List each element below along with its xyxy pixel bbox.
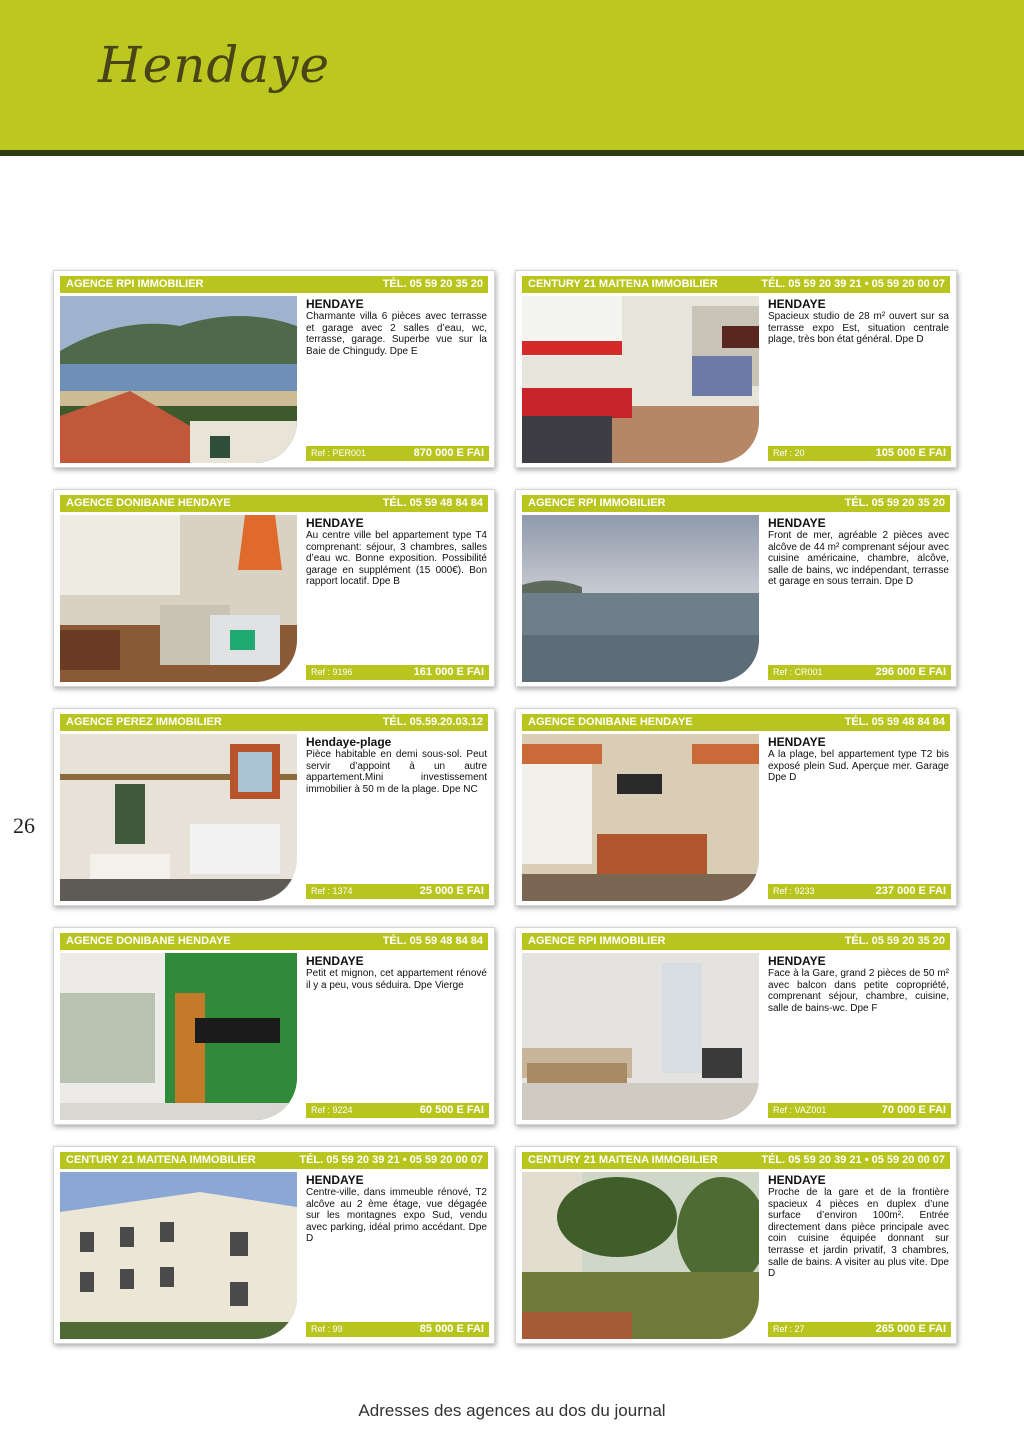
listing-description: Face à la Gare, grand 2 pièces de 50 m² avec balcon dans petite copropriété, comprenant séjour, chambre, cuisine, salle de bains-wc. Dpe F [768,968,949,1014]
listing-card[interactable] [53,927,495,1125]
listing-city: HENDAYE [306,1173,364,1187]
footer-note: Adresses des agences au dos du journal [358,1401,666,1420]
listing-card[interactable] [515,489,957,687]
listing-price: 296 000 E FAI [875,666,946,678]
listing-ref: Ref : 1374 [311,886,353,896]
listing-city: HENDAYE [768,516,826,530]
listing-header [60,276,488,293]
listing-ref: Ref : 9196 [311,667,353,677]
listing-card[interactable] [53,489,495,687]
listing-header [522,714,950,731]
agency-phone: TÉL. 05 59 20 35 20 [844,935,945,947]
listing-city: HENDAYE [768,735,826,749]
listing-header [522,1152,950,1169]
listing-price: 237 000 E FAI [875,885,946,897]
price-bar [306,1322,489,1337]
price-bar [306,665,489,680]
agency-name: AGENCE DONIBANE HENDAYE [528,716,693,728]
listing-description: Charmante villa 6 pièces avec terrasse et garage avec 2 salles d’eau, wc, terrasse, garage. Superbe vue sur la Baie de Chingudy. Dpe E [306,311,487,357]
agency-phone: TÉL. 05 59 20 39 21 • 05 59 20 00 07 [299,1154,483,1166]
listing-ref: Ref : VAZ001 [773,1105,827,1115]
agency-phone: TÉL. 05 59 20 39 21 • 05 59 20 00 07 [761,1154,945,1166]
listing-photo[interactable] [522,953,759,1120]
price-bar [768,1322,951,1337]
listing-price: 70 000 E FAI [881,1104,946,1116]
listing-city: Hendaye-plage [306,735,392,749]
listing-ref: Ref : 9224 [311,1105,353,1115]
listing-card[interactable] [515,1146,957,1344]
listing-header [522,276,950,293]
agency-name: CENTURY 21 MAITENA IMMOBILIER [528,1154,718,1166]
listing-ref: Ref : 9233 [773,886,815,896]
agency-name: AGENCE RPI IMMOBILIER [66,278,204,290]
listing-header [522,495,950,512]
listing-header [60,495,488,512]
agency-name: AGENCE DONIBANE HENDAYE [66,935,231,947]
agency-phone: TÉL. 05 59 48 84 84 [382,935,483,947]
page-number: 26 [13,813,35,838]
listing-ref: Ref : CR001 [773,667,823,677]
agency-name: AGENCE RPI IMMOBILIER [528,935,666,947]
listing-city: HENDAYE [306,954,364,968]
listing-city: HENDAYE [306,516,364,530]
listing-photo[interactable] [522,1172,759,1339]
listing-photo[interactable] [60,296,297,463]
listing-header [60,714,488,731]
agency-name: CENTURY 21 MAITENA IMMOBILIER [528,278,718,290]
listing-photo[interactable] [522,296,759,463]
agency-name: AGENCE PEREZ IMMOBILIER [66,716,222,728]
listing-header [522,933,950,950]
listing-price: 60 500 E FAI [419,1104,484,1116]
agency-phone: TÉL. 05 59 20 35 20 [844,497,945,509]
agency-name: AGENCE RPI IMMOBILIER [528,497,666,509]
listing-city: HENDAYE [768,1173,826,1187]
listing-header [60,933,488,950]
listing-card[interactable] [515,927,957,1125]
listing-price: 105 000 E FAI [875,447,946,459]
listing-price: 25 000 E FAI [419,885,484,897]
listing-card[interactable] [53,270,495,468]
agency-phone: TÉL. 05 59 48 84 84 [382,497,483,509]
listing-card[interactable] [53,708,495,906]
price-bar [306,446,489,461]
listing-photo[interactable] [60,515,297,682]
header-divider [0,150,1024,156]
listing-card[interactable] [53,1146,495,1344]
agency-phone: TÉL. 05.59.20.03.12 [382,716,483,728]
page-title: Hendaye [98,36,331,94]
listing-city: HENDAYE [306,297,364,311]
listing-price: 265 000 E FAI [875,1323,946,1335]
listing-ref: Ref : 20 [773,448,805,458]
listing-description: Spacieux studio de 28 m² ouvert sur sa terrasse expo Est, situation centrale plage, très bon état général. Dpe D [768,311,949,346]
listing-description: Centre-ville, dans immeuble rénové, T2 alcôve au 2 ème étage, vue dégagée sur les montagnes expo Sud, vendu avec parking, idéal primo accédant. Dpe D [306,1187,487,1245]
agency-name: CENTURY 21 MAITENA IMMOBILIER [66,1154,256,1166]
listing-description: Petit et mignon, cet appartement rénové il y a peu, vous séduira. Dpe Vierge [306,968,487,991]
listing-photo[interactable] [60,734,297,901]
listing-price: 161 000 E FAI [413,666,484,678]
agency-name: AGENCE DONIBANE HENDAYE [66,497,231,509]
listing-ref: Ref : PER001 [311,448,367,458]
listing-city: HENDAYE [768,297,826,311]
agency-phone: TÉL. 05 59 20 39 21 • 05 59 20 00 07 [761,278,945,290]
price-bar [306,1103,489,1118]
listing-description: Front de mer, agréable 2 pièces avec alcôve de 44 m² comprenant séjour avec cuisine américaine, chambre, alcôve, salle de bains, wc indépendant, terrasse et garage en sous terrain. Dpe D [768,530,949,588]
listing-card[interactable] [515,270,957,468]
price-bar [306,884,489,899]
listing-description: Pièce habitable en demi sous-sol. Peut servir d’appoint à un autre appartement.Mini investissement immobilier à 50 m de la plage. Dpe NC [306,749,487,795]
listing-photo[interactable] [60,1172,297,1339]
price-bar [768,884,951,899]
listing-description: Proche de la gare et de la frontière spacieux 4 pièces en duplex d’une surface d’environ 100m². Entrée directement dans pièce principale avec coin cuisine équipée donnant sur terrasse et jardin privatif, 3 chambres, salle de bains. A visiter au plus vite. Dpe D [768,1187,949,1280]
listing-city: HENDAYE [768,954,826,968]
listing-ref: Ref : 99 [311,1324,343,1334]
listing-photo[interactable] [522,734,759,901]
listing-ref: Ref : 27 [773,1324,805,1334]
listing-header [60,1152,488,1169]
price-bar [768,1103,951,1118]
agency-phone: TÉL. 05 59 20 35 20 [382,278,483,290]
listing-card[interactable] [515,708,957,906]
listing-price: 870 000 E FAI [413,447,484,459]
listing-price: 85 000 E FAI [419,1323,484,1335]
price-bar [768,446,951,461]
listing-photo[interactable] [60,953,297,1120]
listing-photo[interactable] [522,515,759,682]
listing-description: Au centre ville bel appartement type T4 comprenant: séjour, 3 chambres, salles d’eau wc. Bonne exposition. Possibilité garage en supplément (15 000€). Bon rapport locatif. Dpe B [306,530,487,588]
agency-phone: TÉL. 05 59 48 84 84 [844,716,945,728]
listing-description: A la plage, bel appartement type T2 bis exposé plein Sud. Aperçue mer. Garage Dpe D [768,749,949,784]
price-bar [768,665,951,680]
